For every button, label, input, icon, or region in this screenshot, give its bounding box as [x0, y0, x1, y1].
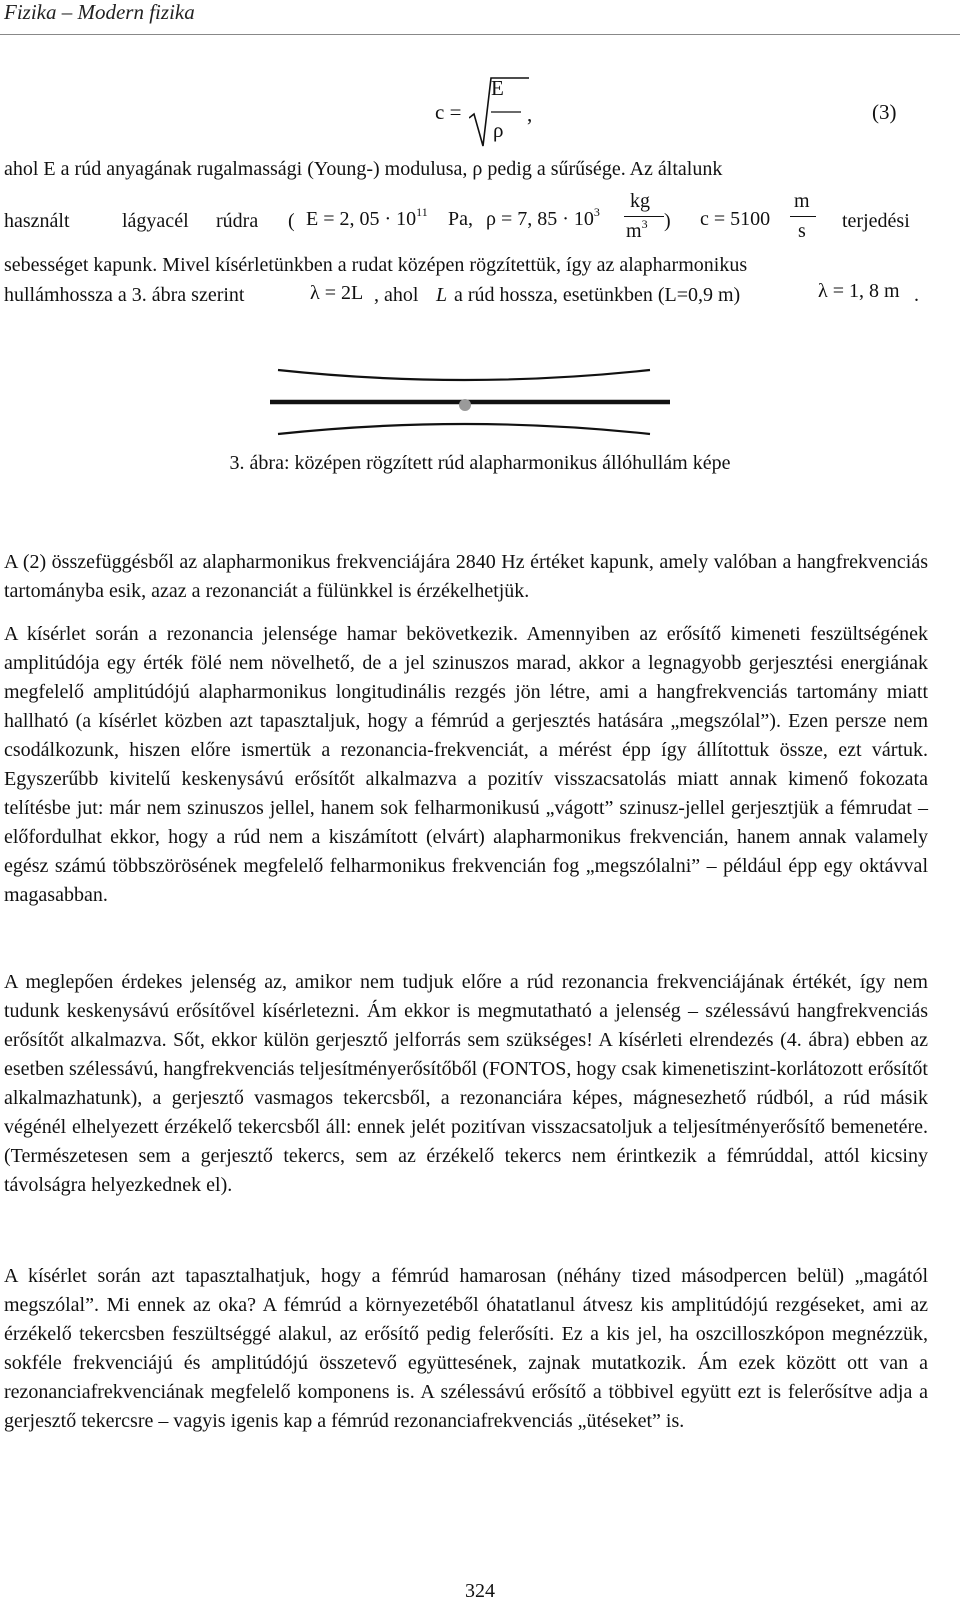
lambda-value: λ = 1, 8 m	[818, 280, 900, 302]
paren-open: (	[288, 210, 295, 232]
young-modulus: E = 2, $05 \cdot 10^{11}$	[306, 205, 428, 230]
paragraph-5: A kísérlet során azt tapasztalhatjuk, hogy a fémrúd hamarosan (néhány tized másodpercen belül) „magától megszólal”. Mi ennek az oka? A fémrúd a környezetéből óhatatlanul átvesz kis amplitúdójú rezgéseket, ami az érzékelő tekercsben feszültséggé alakul, az erősítő pedig felerősíti. Ez a kis jel, ha oszcilloszkópon megnézzük, sokféle frekvenciájú és amplitúdójú összetevő együttesének, zajnak mutatkozik. Ám ezek között ott van a rezonanciafrekvenciának megfelelő komponens is. A szélessávú erősítő a többivel együtt ezt is felerősítve adja a gerjesztő tekercsre – vagyis igenis kap a fémrúd rezonanciafrekvenciás „ütéseket” is.	[4, 1265, 928, 1432]
formula-lhs: c =	[435, 100, 462, 124]
equation-number: (3)	[872, 100, 897, 124]
figure-caption: 3. ábra: középen rögzített rúd alapharmonikus állóhullám képe	[229, 452, 731, 474]
word-terjedesi: terjedési	[842, 210, 910, 232]
standing-wave-figure	[270, 360, 670, 442]
paragraph-3: A kísérlet során a rezonancia jelensége hamar bekövetkezik. Amennyiben az erősítő kimeneti feszültségének amplitúdója egy érték fölé nem növelhető, de a jel szinuszos marad, akkor a legnagyobb gerjesztési energiának megfelelő amplitúdójú alapharmonikus longitudinális rezgés jön létre, ami a hangfrekvenciás tartomány miatt hallható (a kísérlet közben azt tapasztaljuk, hogy a fémrúd a gerjesztés hatására „megszólal”). Ezen persze nem csodálkozunk, hiszen előre ismertük a rezonancia-frekvenciát, a mérést épp így állítottuk össze, ezt vártuk. Egyszerűbb kivitelű keskenysávú erősítőt alkalmazva a pozitív visszacsatolás miatt annak kimenő fokozata telítésbe jut: már nem szinuszos jellel, hanem sok felharmonikusú „vágott” szinusz-jellel gerjesztjük a fémrudat – előfordulhat ekkor, hogy a rúd nem a kiszámított (elvárt) alapharmonikus frekvencián, hanem annak valamely egész számú többszörösének megfelelő felharmonikus frekvencián fog „megszólalni” – például épp egy oktávval magasabban.	[4, 623, 928, 906]
unit-m: m	[794, 190, 810, 212]
unit-kg: kg	[630, 190, 650, 212]
formula-3	[435, 72, 555, 152]
word-lagyacel: lágyacél	[122, 210, 189, 232]
line4-text-a: hullámhossza a 3. ábra szerint	[4, 284, 245, 306]
word-hasznalt: használt	[4, 210, 70, 232]
formula-denominator: ρ	[493, 118, 504, 142]
lambda-eq: λ = 2L	[310, 282, 364, 304]
para1-line3: sebességet kapunk. Mivel kísérletünkben a rudat középen rögzítettük, így az alapharmonikus	[4, 254, 748, 276]
paragraph-2: A (2) összefüggésből az alapharmonikus frekvenciájára 2840 Hz értéket kapunk, amely valóban a hangfrekvenciás tartományba esik, azaz a rezonanciát a fülünkkel is érzékelhetjük.	[4, 551, 928, 602]
fraction-bar-ms	[790, 216, 816, 217]
page-header: Fizika – Modern fizika	[4, 0, 195, 24]
word-rudra: rúdra	[216, 210, 259, 232]
header-divider	[0, 34, 960, 35]
unit-m3: $m^3$	[626, 217, 648, 242]
formula-numerator: E	[491, 76, 504, 100]
unit-pa: Pa,	[448, 208, 473, 230]
paragraph-4: A meglepően érdekes jelenség az, amikor nem tudjuk előre a rúd rezonancia frekvenciájának értékét, így nem tudunk keskenysávú erősítővel kísérletezni. Ám ekkor is megmutatható a jelenség – szélessávú hangfrekvenciás erősítőt alkalmazva. Sőt, ekkor külön gerjesztő jelforrás sem szükséges! A kísérleti elrendezés (4. ábra) ebben az esetben szélessávú, hangfrekvenciás teljesítményerősítőből (FONTOS, hogy csak kimenetiszint-korlátozott erősítőt alkalmazhatunk), a gerjesztő vasmagos tekercsből, a rezonanciára képes, mágnesezhető rúdból, a rúd másik végénél elhelyezett érzékelő tekercsből áll: ennek jelét pozitívan visszacsatoljuk a teljesítményerősítő bemenetére. (Természetesen sem a gerjesztő tekercs, sem az érzékelő tekercs nem érintkezik a fémrúddal, attól kicsiny távolságra helyezkednek el).	[4, 971, 928, 1196]
line4-text-b: , ahol	[374, 284, 419, 306]
para1-line1: ahol E a rúd anyagának rugalmassági (Young-) modulusa, ρ pedig a sűrűsége. Az általunk	[4, 158, 723, 180]
formula-comma: ,	[527, 102, 533, 126]
line4-text-c: a rúd hossza, esetünkben (L=0,9 m)	[454, 284, 741, 306]
line4-dot: .	[914, 284, 919, 306]
page-number: 324	[465, 1580, 495, 1602]
paren-close: )	[664, 210, 671, 232]
density: ρ = 7, $85 \cdot 10^3$	[486, 205, 600, 230]
unit-s: s	[798, 220, 806, 242]
velocity: c = 5100	[700, 208, 771, 230]
line4-L: L	[436, 284, 448, 306]
